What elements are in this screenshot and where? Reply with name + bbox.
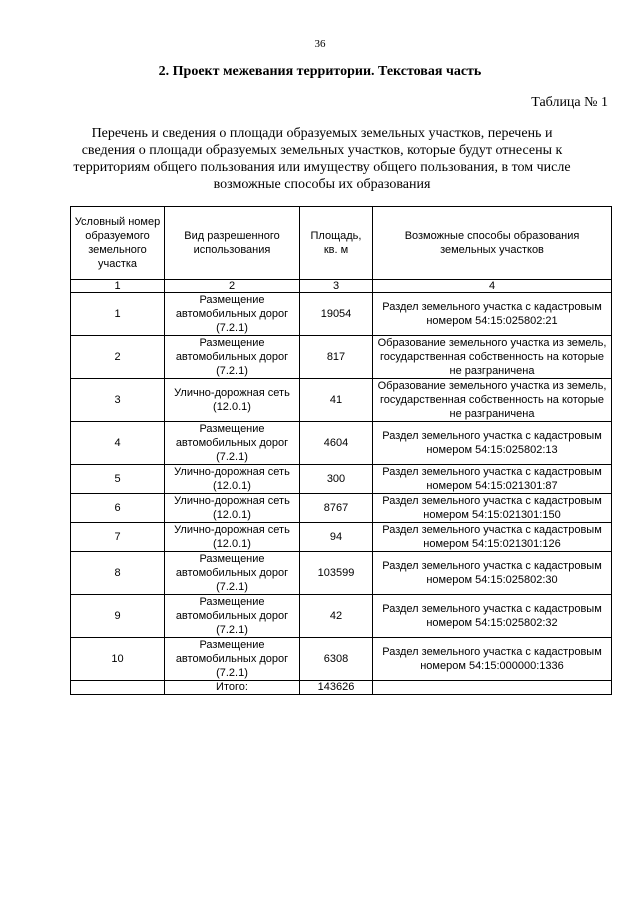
cell-formation-method: Раздел земельного участка с кадастровым номером 54:15:025802:21 <box>373 293 612 336</box>
table-label: Таблица № 1 <box>531 95 608 110</box>
cell-permitted-use: Улично-дорожная сеть (12.0.1) <box>165 465 300 494</box>
table-row <box>71 523 612 552</box>
cell-area: 42 <box>300 595 373 638</box>
column-number: 2 <box>165 280 300 293</box>
cell-permitted-use: Улично-дорожная сеть (12.0.1) <box>165 379 300 422</box>
table-row <box>71 336 612 379</box>
cell-formation-method: Образование земельного участка из земель, государственная собственность на которые не разграничена <box>373 336 612 379</box>
cell-area: 300 <box>300 465 373 494</box>
cell-formation-method: Раздел земельного участка с кадастровым номером 54:15:021301:150 <box>373 494 612 523</box>
table-row <box>71 595 612 638</box>
cell-formation-method: Раздел земельного участка с кадастровым номером 54:15:025802:13 <box>373 422 612 465</box>
page-number: 36 <box>314 38 326 50</box>
cell-plot-number: 8 <box>71 552 165 595</box>
section-title: 2. Проект межевания территории. Текстовая часть <box>158 64 482 79</box>
cell-area: 103599 <box>300 552 373 595</box>
cell-permitted-use: Размещение автомобильных дорог (7.2.1) <box>165 336 300 379</box>
total-area: 143626 <box>300 681 373 695</box>
cell-area: 6308 <box>300 638 373 681</box>
cell-area: 8767 <box>300 494 373 523</box>
total-empty-cell <box>373 681 612 695</box>
cell-plot-number: 2 <box>71 336 165 379</box>
table-row <box>71 465 612 494</box>
cell-plot-number: 1 <box>71 293 165 336</box>
cell-formation-method: Раздел земельного участка с кадастровым номером 54:15:025802:32 <box>373 595 612 638</box>
total-label: Итого: <box>165 681 300 695</box>
cell-plot-number: 3 <box>71 379 165 422</box>
table-row <box>71 638 612 681</box>
cell-area: 94 <box>300 523 373 552</box>
table-row <box>71 379 612 422</box>
cell-formation-method: Раздел земельного участка с кадастровым номером 54:15:021301:126 <box>373 523 612 552</box>
cell-plot-number: 6 <box>71 494 165 523</box>
table-row <box>71 422 612 465</box>
cell-area: 41 <box>300 379 373 422</box>
header-formation-method: Возможные способы образования земельных участков <box>373 207 612 280</box>
header-plot-number: Условный номер образуемого земельного участка <box>71 207 165 280</box>
cell-permitted-use: Размещение автомобильных дорог (7.2.1) <box>165 638 300 681</box>
table-row <box>71 293 612 336</box>
total-empty-cell <box>71 681 165 695</box>
cell-area: 4604 <box>300 422 373 465</box>
cell-permitted-use: Размещение автомобильных дорог (7.2.1) <box>165 552 300 595</box>
cell-plot-number: 10 <box>71 638 165 681</box>
cell-formation-method: Раздел земельного участка с кадастровым номером 54:15:000000:1336 <box>373 638 612 681</box>
table-row <box>71 552 612 595</box>
cell-plot-number: 7 <box>71 523 165 552</box>
header-area: Площадь, кв. м <box>300 207 373 280</box>
cell-permitted-use: Размещение автомобильных дорог (7.2.1) <box>165 595 300 638</box>
column-number-row <box>71 280 612 293</box>
cell-area: 817 <box>300 336 373 379</box>
cell-permitted-use: Размещение автомобильных дорог (7.2.1) <box>165 422 300 465</box>
column-number: 1 <box>71 280 165 293</box>
cell-formation-method: Раздел земельного участка с кадастровым номером 54:15:025802:30 <box>373 552 612 595</box>
cell-area: 19054 <box>300 293 373 336</box>
cell-formation-method: Раздел земельного участка с кадастровым номером 54:15:021301:87 <box>373 465 612 494</box>
cell-formation-method: Образование земельного участка из земель, государственная собственность на которые не разграничена <box>373 379 612 422</box>
table-row <box>71 494 612 523</box>
cell-permitted-use: Улично-дорожная сеть (12.0.1) <box>165 523 300 552</box>
land-plots-table <box>70 206 612 695</box>
cell-permitted-use: Размещение автомобильных дорог (7.2.1) <box>165 293 300 336</box>
cell-permitted-use: Улично-дорожная сеть (12.0.1) <box>165 494 300 523</box>
header-permitted-use: Вид разрешенного использования <box>165 207 300 280</box>
column-number: 4 <box>373 280 612 293</box>
cell-plot-number: 4 <box>71 422 165 465</box>
total-row <box>71 681 612 695</box>
column-number: 3 <box>300 280 373 293</box>
table-caption: Перечень и сведения о площади образуемых земельных участков, перечень и сведения о площади образуемых земельных участков, которые будут отнесены к территориям общего пользования или имуществу общего пользования, в том числе возможные способы их образования <box>73 126 571 192</box>
header-row <box>71 207 612 280</box>
cell-plot-number: 5 <box>71 465 165 494</box>
cell-plot-number: 9 <box>71 595 165 638</box>
